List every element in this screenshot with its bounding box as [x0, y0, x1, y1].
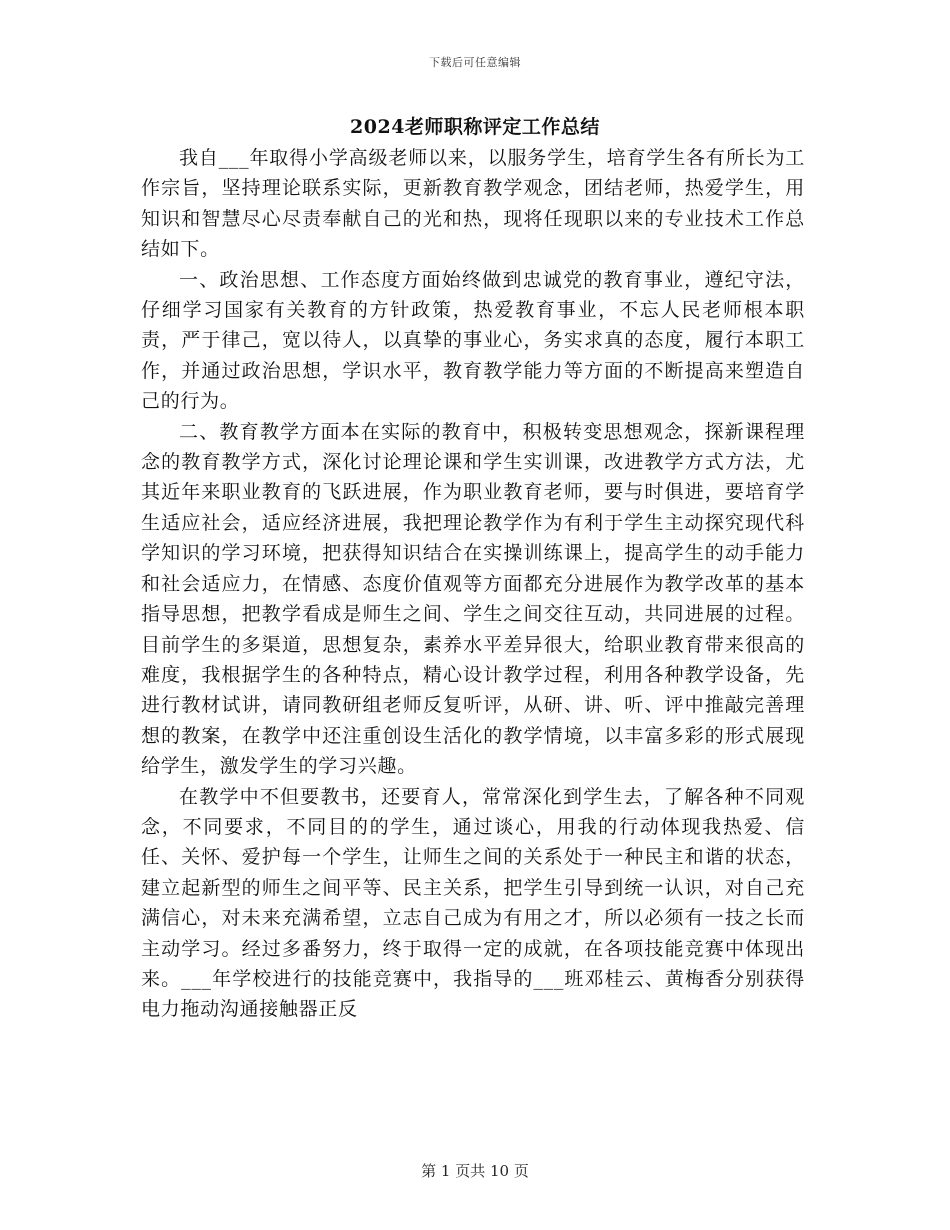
document-body [141, 143, 805, 1025]
header-note: 下载后可任意编辑 [429, 56, 521, 69]
page-footer: 第 1 页共 10 页 [421, 1162, 529, 1180]
paragraph-political: 一、政治思想、工作态度方面始终做到忠诚党的教育事业，遵纪守法，仔细学习国家有关教育的方针政策，热爱教育事业，不忘人民老师根本职责，严于律己，宽以待人，以真挚的事业心，务实求真的态度，履行本职工作，并通过政治思想，学识水平，教育教学能力等方面的不断提高来塑造自己的行为。 [141, 268, 805, 413]
document-title: 2024老师职称评定工作总结 [350, 116, 600, 138]
paragraph-intro: 我自___年取得小学高级老师以来，以服务学生，培育学生各有所长为工作宗旨，坚持理论联系实际，更新教育教学观念，团结老师，热爱学生，用知识和智慧尽心尽责奉献自己的光和热，现将任现职以来的专业技术工作总结如下。 [141, 147, 805, 261]
paragraph-teaching: 二、教育教学方面本在实际的教育中，积极转变思想观念，探新课程理念的教育教学方式，深化讨论理论课和学生实训课，改进教学方式方法，尤其近年来职业教育的飞跃进展，作为职业教育老师，要与时俱进，要培育学生适应社会，适应经济进展，我把理论教学作为有利于学生主动探究现代科学知识的学习环境，把获得知识结合在实操训练课上，提高学生的动手能力和社会适应力，在情感、态度价值观等方面都充分进展作为教学改革的基本指导思想，把教学看成是师生之间、学生之间交往互动，共同进展的过程。目前学生的多渠道，思想复杂，素养水平差异很大，给职业教育带来很高的难度，我根据学生的各种特点，精心设计教学过程，利用各种教学设备，先进行教材试讲，请同教研组老师反复听评，从研、讲、听、评中推敲完善理想的教案，在教学中还注重创设生活化的教学情境，以丰富多彩的形式展现给学生，激发学生的学习兴趣。 [141, 420, 805, 778]
paragraph-education: 在教学中不但要教书，还要育人，常常深化到学生去，了解各种不同观念，不同要求，不同目的的学生，通过谈心，用我的行动体现我热爱、信任、关怀、爱护每一个学生，让师生之间的关系处于一种民主和谐的状态，建立起新型的师生之间平等、民主关系，把学生引导到统一认识，对自己充满信心，对未来充满希望，立志自己成为有用之才，所以必须有一技之长而主动学习。经过多番努力，终于取得一定的成就，在各项技能竞赛中体现出来。___年学校进行的技能竞赛中，我指导的___班邓桂云、黄梅香分别获得电力拖动沟通接触器正反 [141, 785, 805, 1021]
